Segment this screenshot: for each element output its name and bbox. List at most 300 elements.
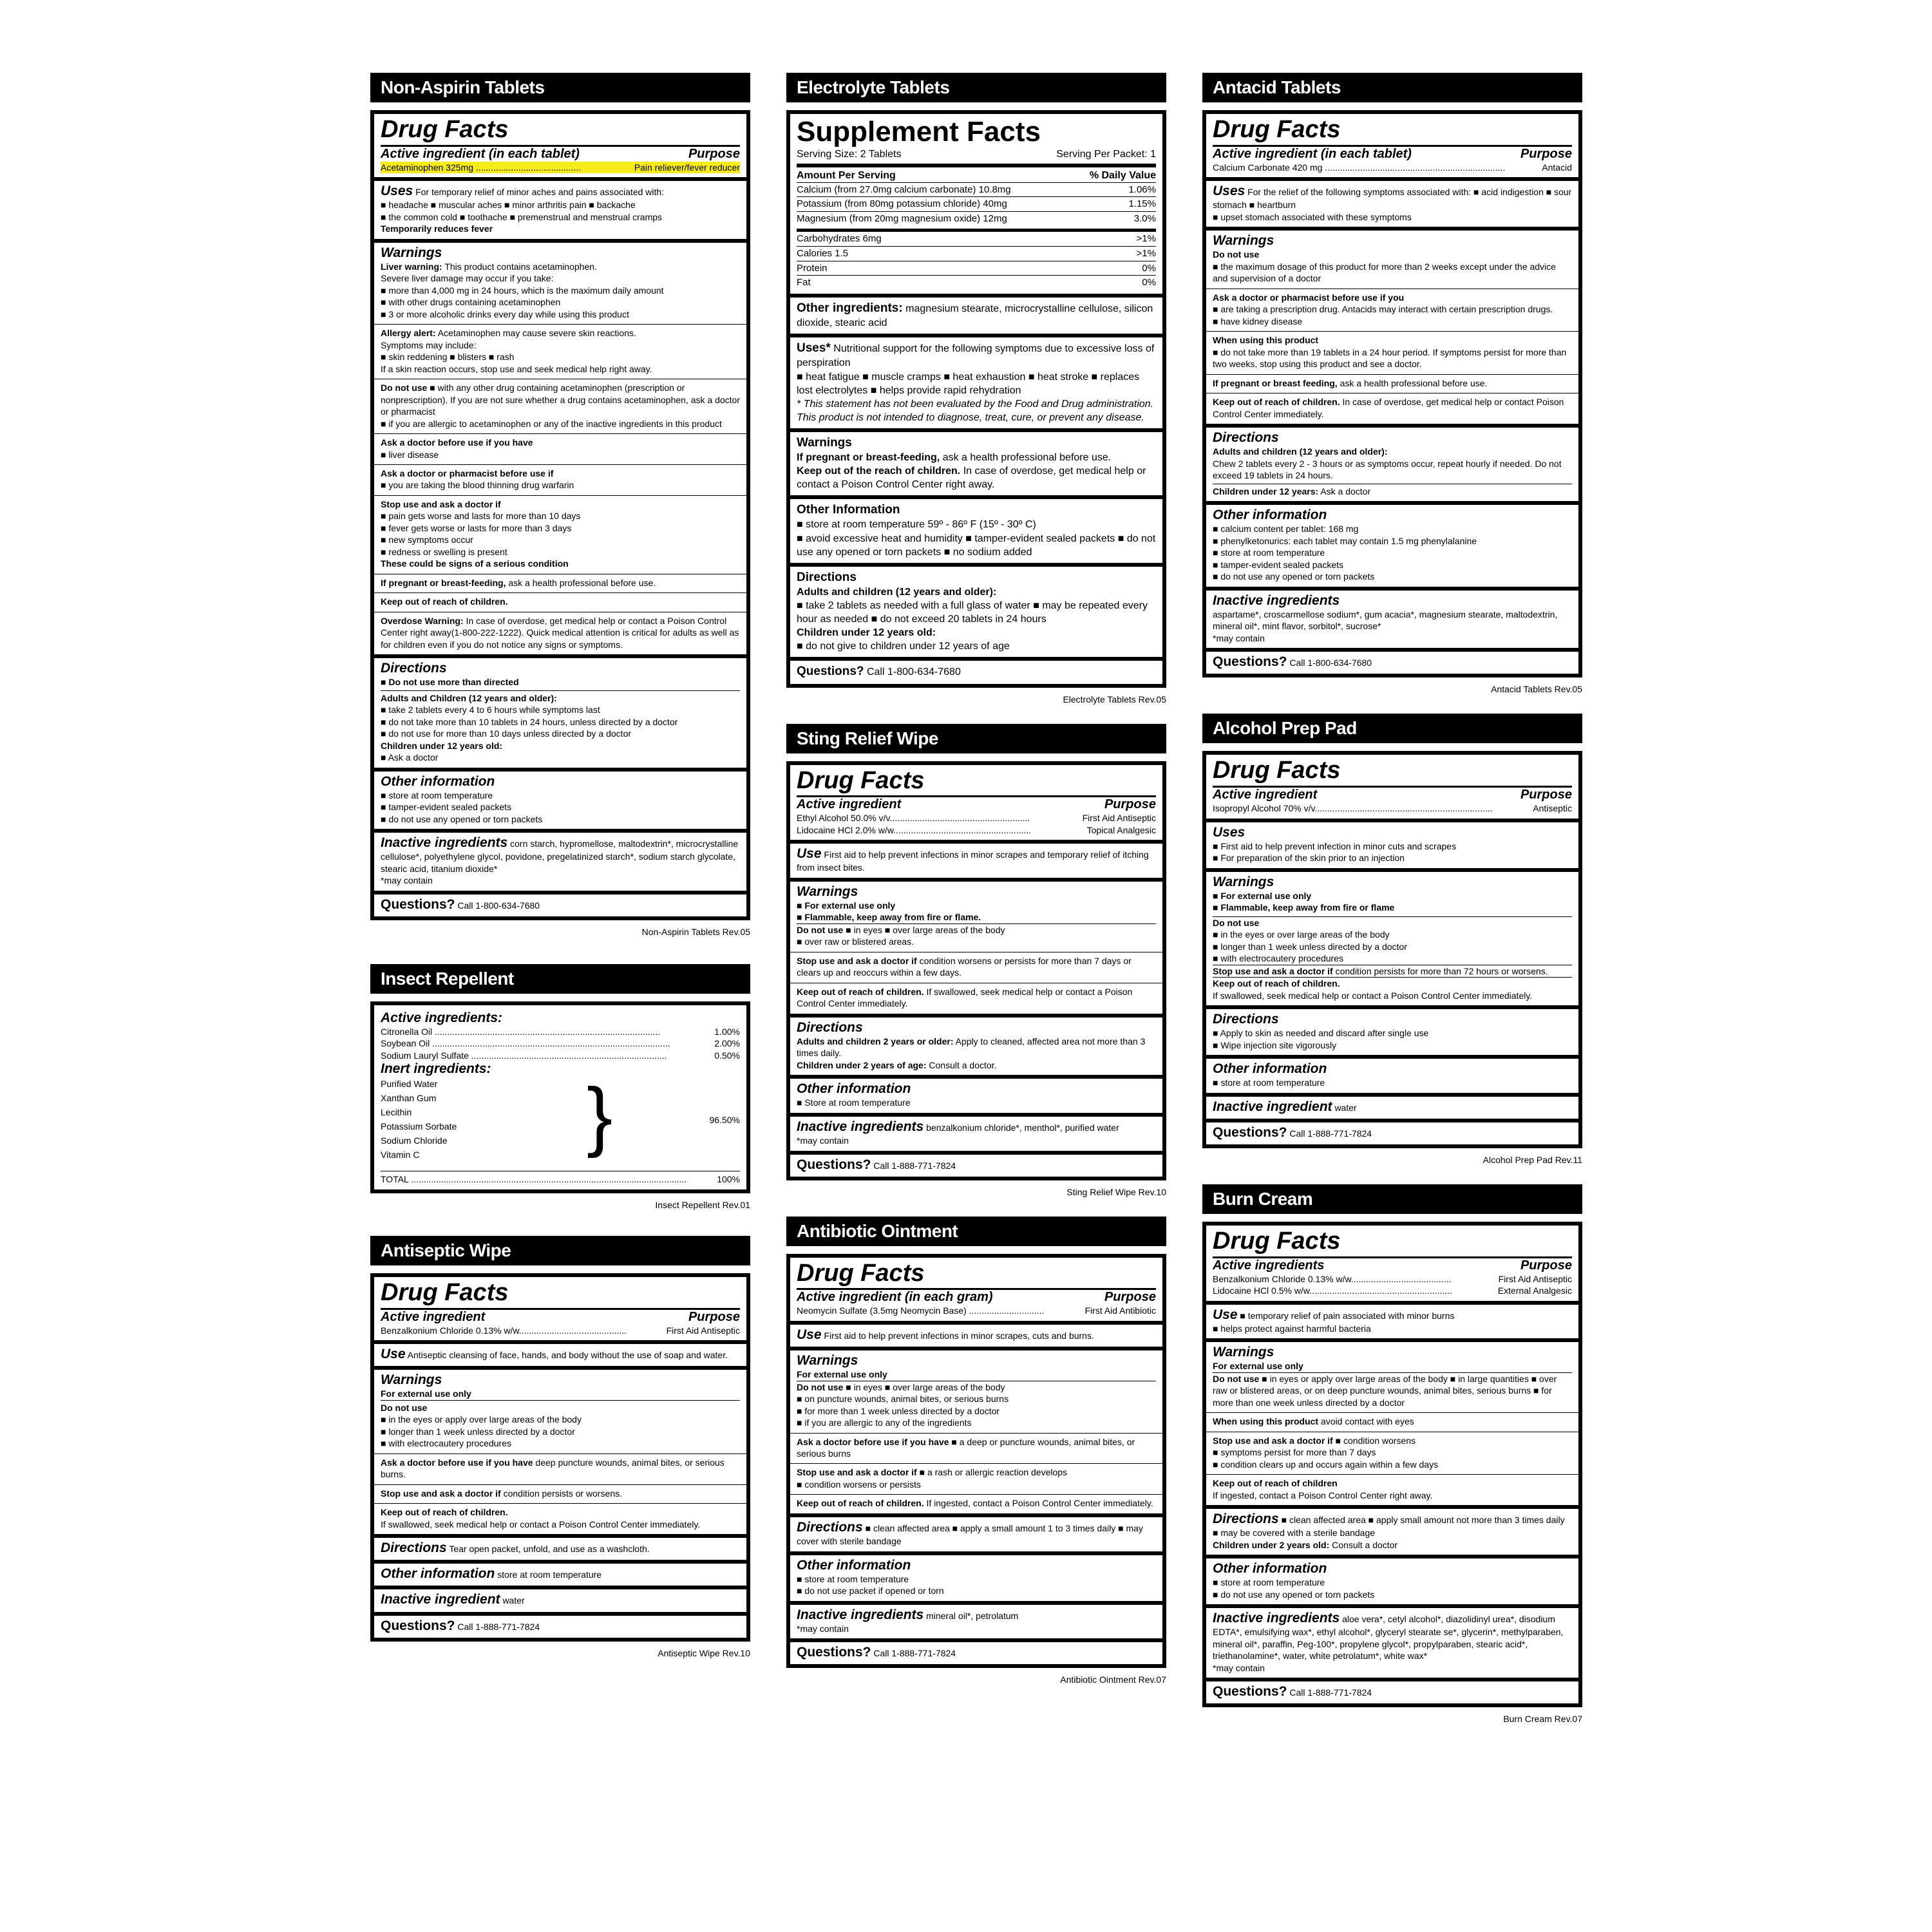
text: Severe liver damage may occur if you take: xyxy=(381,273,554,284)
inert-ingredient: Lecithin xyxy=(381,1107,412,1118)
text: ■ calcium content per tablet: 168 mg xyxy=(1213,524,1359,535)
active-ingredient-header: Active ingredient (in each tablet) xyxy=(381,146,580,161)
text: ■ symptoms persist for more than 7 days xyxy=(1213,1447,1376,1458)
ingredient-purpose: First Aid Antiseptic xyxy=(1498,1273,1572,1284)
questions-section xyxy=(790,1151,1162,1177)
text: water xyxy=(1334,1102,1357,1113)
text: ask a health professional before use. xyxy=(1337,377,1488,388)
text: ■ For external use only xyxy=(1213,890,1312,901)
text: This product contains acetaminophen. xyxy=(442,261,597,272)
inactive-ingredients-section xyxy=(374,829,746,891)
text: Ask a doctor before use if you have xyxy=(381,437,533,448)
warnings-section xyxy=(790,428,1162,495)
text: ■ redness or swelling is present xyxy=(381,546,507,557)
text: *may contain xyxy=(381,875,433,886)
text: benzalkonium chloride*, menthol*, purified water xyxy=(926,1122,1119,1133)
text: ■ in eyes or apply over large areas of the body ■ in large quantities ■ over raw or blistered areas, or on deep puncture wounds, animal bites, serious burns ■ for more than one week unless directed by a doctor xyxy=(1213,1373,1557,1408)
text: Do not use xyxy=(381,1400,740,1414)
text: When using this product xyxy=(1213,1416,1319,1427)
text: Children under 2 years of age: xyxy=(797,1059,927,1070)
section-header: Inactive ingredients xyxy=(797,1119,924,1134)
text: *may contain xyxy=(797,1135,849,1146)
daily-value: >1% xyxy=(1088,246,1156,261)
text: ■ do not take more than 19 tablets in a 24 hour period. If symptoms persist for more than two weeks, stop using this product and see a doctor. xyxy=(1213,346,1567,370)
section-header: Other information xyxy=(1213,507,1327,523)
text: If swallowed, seek medical help or contact a Poison Control Center immediately. xyxy=(797,986,1133,1009)
text: ■ for more than 1 week unless directed by a doctor xyxy=(797,1405,1000,1416)
text: ■ do not give to children under 12 years of age xyxy=(797,641,1010,652)
text: When using this product xyxy=(1213,335,1319,346)
text: ■ store at room temperature xyxy=(381,790,493,800)
text: condition worsens or persists for more than 7 days or clears up and reoccurs within a few days. xyxy=(797,955,1132,978)
ingredient-name: Lidocaine HCl 0.5% w/w......................................................... xyxy=(1213,1285,1452,1296)
text: ■ in the eyes or over large areas of the body xyxy=(1213,929,1390,940)
text: ■ do not use for more than 10 days unless directed by a doctor xyxy=(381,728,632,739)
section-header: Uses xyxy=(1213,184,1245,199)
text: Adults and Children (12 years and older): xyxy=(381,690,740,704)
text: Allergy alert: xyxy=(381,328,436,339)
section-header: Questions? xyxy=(381,896,455,912)
nutrient-row xyxy=(797,212,1156,226)
text: ■ fever gets worse or lasts for more than 3 days xyxy=(381,522,572,533)
directions-section xyxy=(790,1513,1162,1551)
ask-doctor xyxy=(790,1433,1162,1464)
purpose-header: Purpose xyxy=(1520,1258,1572,1273)
purpose-header: Purpose xyxy=(1520,146,1572,161)
text: ■ more than 4,000 mg in 24 hours, which is the maximum daily amount xyxy=(381,285,664,296)
revision-label: Non-Aspirin Tablets Rev.05 xyxy=(641,926,750,937)
revision-label: Antibiotic Ointment Rev.07 xyxy=(1060,1674,1166,1685)
purpose-header: Purpose xyxy=(1520,788,1572,802)
text: ■ in the eyes or apply over large areas of the body xyxy=(381,1414,582,1425)
section-header: Questions? xyxy=(1213,654,1287,670)
nutrient-table xyxy=(797,182,1156,226)
pregnancy-warning xyxy=(374,574,746,592)
text: ■ clean affected area ■ apply small amount not more than 3 times daily ■ may be covered with a sterile bandage xyxy=(1213,1515,1565,1539)
label-alcohol-prep-pad xyxy=(1202,714,1582,1165)
directions-section xyxy=(374,1534,746,1560)
text: ■ do not take more than 10 tablets in 24 hours, unless directed by a doctor xyxy=(381,716,678,727)
text: ■ if you are allergic to acetaminophen or any of the inactive ingredients in this product xyxy=(381,418,722,429)
text: ■ headache ■ muscular aches ■ minor arthritis pain ■ backache xyxy=(381,200,636,211)
nutrient-row xyxy=(797,197,1156,212)
section-header: Other information xyxy=(381,773,495,789)
ingredient-purpose: Topical Analgesic xyxy=(1086,824,1156,835)
text: Adults and children 2 years or older: xyxy=(797,1036,954,1046)
text: ■ store at room temperature xyxy=(1213,1577,1325,1588)
nutrient-name: Fat xyxy=(797,276,1088,290)
nutrient-name: Calcium (from 27.0mg calcium carbonate) 10.8mg xyxy=(797,182,1115,197)
text: Children under 2 years old: xyxy=(1213,1539,1330,1550)
total-value: 100% xyxy=(717,1174,740,1185)
text: Stop use and ask a doctor if xyxy=(797,955,917,966)
daily-value-header: % Daily Value xyxy=(1089,169,1156,181)
ingredient-purpose: Pain reliever/fever reducer xyxy=(634,162,740,173)
text: Do not use xyxy=(1213,916,1572,929)
pregnancy-warning xyxy=(1206,374,1578,393)
text: In case of overdose, get medical help or contact Poison Control Center immediately. xyxy=(1213,397,1564,419)
keep-out-of-reach xyxy=(1206,1474,1578,1505)
section-header: Uses xyxy=(1213,824,1245,840)
text: ■ skin reddening ■ blisters ■ rash xyxy=(381,352,515,363)
section-header: Active ingredients: xyxy=(381,1010,503,1025)
nutrient-name: Calories 1.5 xyxy=(797,246,1088,261)
ingredient-name: Benzalkonium Chloride 0.13% w/w........................................ xyxy=(1213,1273,1452,1284)
supplement-facts-panel xyxy=(786,110,1166,688)
panel-heading: Drug Facts xyxy=(797,1260,1156,1291)
uses-section xyxy=(790,334,1162,428)
text: ■ condition worsens xyxy=(1332,1435,1416,1446)
inactive-ingredient-section xyxy=(1206,1093,1578,1119)
text: ■ longer than 1 week unless directed by a doctor xyxy=(1213,941,1407,952)
ingredient-name: Ethyl Alcohol 50.0% v/v........................................................ xyxy=(797,813,1030,824)
nutrient-name: Carbohydrates 6mg xyxy=(797,231,1088,247)
use-section xyxy=(790,1321,1162,1347)
phone-number: Call 1-800-634-7680 xyxy=(1289,658,1372,668)
section-header: Questions? xyxy=(797,1645,871,1660)
text: ■ you are taking the blood thinning drug warfarin xyxy=(381,480,574,491)
text: ■ store at room temperature xyxy=(797,1573,909,1584)
section-header: Directions xyxy=(1213,1511,1279,1527)
warnings-section xyxy=(1206,1338,1578,1412)
daily-value: 1.06% xyxy=(1115,182,1156,197)
ingredient-percent: 2.00% xyxy=(714,1038,740,1049)
ask-doctor xyxy=(1206,289,1578,331)
text: ■ Ask a doctor xyxy=(381,752,439,763)
text: ■ upset stomach associated with these symptoms xyxy=(1213,211,1412,222)
text: Keep out of reach of children. xyxy=(797,1498,924,1509)
use-section xyxy=(374,1340,746,1366)
other-info-section xyxy=(1206,1555,1578,1604)
text: Keep out of reach of children. xyxy=(1213,397,1340,408)
text: For external use only xyxy=(797,1369,887,1380)
warnings-section xyxy=(1206,868,1578,1005)
text: ■ liver disease xyxy=(381,449,439,460)
ingredient-name: Neomycin Sulfate (3.5mg Neomycin Base) .............................. xyxy=(797,1305,1045,1316)
text: If pregnant or breast-feeding, xyxy=(381,577,506,588)
text: Ask a doctor xyxy=(1318,486,1371,497)
drug-facts-panel xyxy=(1202,110,1582,677)
active-ingredient-header: Active ingredient (in each gram) xyxy=(797,1290,993,1305)
panel-heading: Drug Facts xyxy=(797,768,1156,798)
text: ■ Store at room temperature xyxy=(797,1097,911,1108)
ask-doctor xyxy=(374,1454,746,1484)
nutrient-row xyxy=(797,261,1156,276)
text: Chew 2 tablets every 2 - 3 hours or as symptoms occur, repeat hourly if needed. Do not exceed 19 tablets in 24 hours. xyxy=(1213,458,1562,481)
text: Ask a doctor before use if you have xyxy=(797,1436,949,1447)
other-info-section xyxy=(1206,1055,1578,1093)
drug-facts-panel xyxy=(370,1273,750,1642)
other-info-section xyxy=(790,1551,1162,1601)
active-ingredient-header: Active ingredient xyxy=(381,1309,486,1324)
section-header: Other Information xyxy=(797,503,900,517)
text: ■ helps protect against harmful bacteria xyxy=(1213,1323,1371,1334)
directions-section xyxy=(790,563,1162,658)
label-title: Electrolyte Tablets xyxy=(786,73,1166,102)
directions-section xyxy=(1206,1505,1578,1555)
section-header: Directions xyxy=(797,1519,863,1535)
other-info-section xyxy=(790,1075,1162,1113)
text: *may contain xyxy=(797,1623,849,1634)
section-header: Questions? xyxy=(381,1618,455,1633)
text: ■ pain gets worse and lasts for more than 10 days xyxy=(381,511,581,522)
text: Ask a doctor before use if you have xyxy=(381,1457,533,1468)
section-header: Other information xyxy=(1213,1061,1327,1077)
text: First aid to help prevent infections in minor scrapes, cuts and burns. xyxy=(824,1330,1094,1341)
text: Do not use xyxy=(381,383,428,393)
inactive-ingredients-section xyxy=(1206,1604,1578,1678)
active-ingredient-header: Active ingredients xyxy=(1213,1258,1325,1273)
column-middle xyxy=(786,73,1166,1685)
section-header: Use xyxy=(1213,1307,1238,1322)
section-header: Inactive ingredients xyxy=(797,1607,924,1622)
text: aloe vera*, cetyl alcohol*, diazolidinyl urea*, disodium EDTA*, emulsifying wax*, ethyl alcohol*, glyceryl stearate se*, glycerin*, methylparaben, mineral oil*, paraffin, Peg-100*, propylene glycol*, propylparaben, stearic acid*, triethanolamine*, water, white petrolatum*, white wax* xyxy=(1213,1614,1564,1662)
text: Overdose Warning: xyxy=(381,615,464,626)
section-header: Warnings xyxy=(381,1372,442,1388)
label-title: Antacid Tablets xyxy=(1202,73,1582,102)
uses-section xyxy=(374,177,746,239)
section-header: Questions? xyxy=(1213,1684,1287,1700)
inert-percent: 96.50% xyxy=(709,1115,740,1126)
text: aspartame*, croscarmellose sodium*, gum acacia*, magnesium stearate, maltodextrin, mineral oil*, mint flavor, sorbitol*, sucrose* xyxy=(1213,609,1558,632)
other-info-section xyxy=(1206,501,1578,586)
text: ■ For external use only xyxy=(797,900,896,911)
text: ■ condition clears up and occurs again within a few days xyxy=(1213,1459,1439,1470)
stop-use xyxy=(1206,1432,1578,1474)
inert-ingredient: Vitamin C xyxy=(381,1150,420,1160)
ingredient-purpose: Antiseptic xyxy=(1533,803,1572,814)
text: Consult a doctor xyxy=(1329,1539,1398,1550)
ask-doctor xyxy=(374,433,746,464)
text: ■ on puncture wounds, animal bites, or serious burns xyxy=(797,1394,1009,1405)
section-header: Inactive ingredients xyxy=(1213,592,1340,608)
text: Keep out of reach of children. xyxy=(797,986,924,997)
text: ■ new symptoms occur xyxy=(381,535,473,545)
text: ■ do not use any opened or torn packets xyxy=(1213,571,1375,582)
section-header: Warnings xyxy=(797,884,858,899)
use-section xyxy=(1206,1301,1578,1339)
panel-heading: Drug Facts xyxy=(1213,757,1572,788)
label-antibiotic-ointment xyxy=(786,1217,1166,1685)
text: These could be signs of a serious condition xyxy=(381,558,569,569)
revision-label: Electrolyte Tablets Rev.05 xyxy=(1063,694,1166,705)
text: magnesium stearate, microcrystalline cellulose, silicon dioxide, stearic acid xyxy=(797,303,1153,329)
ingredient-purpose: First Aid Antibiotic xyxy=(1084,1305,1156,1316)
text: Keep out of the reach of children. xyxy=(797,466,961,477)
text: Do not use xyxy=(1213,1373,1260,1384)
text: Do not use xyxy=(1213,249,1260,260)
warnings-section xyxy=(374,239,746,324)
text: Antiseptic cleansing of face, hands, and body without the use of soap and water. xyxy=(407,1350,728,1361)
text: ■ Flammable, keep away from fire or flame. xyxy=(797,912,981,923)
text: ■ a deep or puncture wounds, animal bites, or serious burns xyxy=(797,1436,1135,1459)
uses-section xyxy=(1206,819,1578,868)
text: condition persists for more than 72 hours or worsens. xyxy=(1332,965,1548,976)
when-using xyxy=(1206,331,1578,374)
text: ■ with electrocautery procedures xyxy=(1213,953,1343,964)
ingredient-name: Soybean Oil ............................................................................................... xyxy=(381,1038,670,1049)
phone-number: Call 1-888-771-7824 xyxy=(873,1648,956,1659)
allergy-alert xyxy=(374,324,746,379)
section-header: Other ingredients: xyxy=(797,301,903,316)
text: Keep out of reach of children. xyxy=(381,1507,508,1518)
nutrient-name: Magnesium (from 20mg magnesium oxide) 12mg xyxy=(797,212,1115,226)
ingredient-purpose: First Aid Antiseptic xyxy=(666,1325,740,1336)
questions-section xyxy=(1206,1119,1578,1144)
other-info-section xyxy=(374,1560,746,1586)
questions-section xyxy=(790,657,1162,683)
text: Tear open packet, unfold, and use as a washcloth. xyxy=(449,1544,650,1555)
drug-facts-panel xyxy=(370,110,750,920)
text: Liver warning: xyxy=(381,261,442,272)
text: ■ do not use packet if opened or torn xyxy=(797,1586,944,1596)
section-header: Directions xyxy=(381,661,447,676)
text: ■ with electrocautery procedures xyxy=(381,1438,511,1449)
text: ■ over raw or blistered areas. xyxy=(797,936,914,947)
section-header: Inactive ingredients xyxy=(381,835,508,851)
keep-out-of-reach xyxy=(790,1494,1162,1513)
text: In case of overdose, get medical help or contact a Poison Control Center right away. xyxy=(797,466,1146,491)
other-info-section xyxy=(374,768,746,829)
text: If a skin reaction occurs, stop use and seek medical help right away. xyxy=(381,363,652,374)
section-header: Other information xyxy=(381,1566,495,1582)
questions-section xyxy=(374,1612,746,1638)
questions-section xyxy=(374,891,746,916)
section-header: Warnings xyxy=(381,245,442,260)
inert-ingredient: Potassium Sorbate xyxy=(381,1121,457,1132)
brace-symbol: } xyxy=(587,1072,613,1159)
section-header: Questions? xyxy=(1213,1124,1287,1140)
amount-header: Amount Per Serving xyxy=(797,169,896,181)
daily-value: 0% xyxy=(1088,261,1156,276)
daily-value: 0% xyxy=(1088,276,1156,290)
text: Ask a doctor or pharmacist before use if xyxy=(381,468,554,478)
active-ingredient-header: Active ingredient xyxy=(1213,788,1318,802)
text: Do not use xyxy=(797,1381,844,1392)
phone-number: Call 1-888-771-7824 xyxy=(457,1621,540,1632)
other-ingredients xyxy=(790,294,1162,334)
section-header: Directions xyxy=(797,570,857,584)
text: ■ tamper-evident sealed packets xyxy=(381,802,512,813)
text: Apply to cleaned, affected area not more than 3 times daily. xyxy=(797,1036,1146,1059)
section-header: Inactive ingredient xyxy=(1213,1099,1332,1114)
ingredient-name: Isopropyl Alcohol 70% v/v....................................................................... xyxy=(1213,803,1493,814)
phone-number: Call 1-888-771-7824 xyxy=(873,1160,956,1171)
directions-section xyxy=(790,1014,1162,1075)
fda-disclaimer: * This statement has not been evaluated by the Food and Drug administration. This product is not intended to diagnose, treat, cure, or prevent any disease. xyxy=(797,398,1154,423)
text: For external use only xyxy=(1213,1361,1303,1372)
label-antiseptic-wipe xyxy=(370,1236,750,1658)
stop-use xyxy=(790,952,1162,983)
directions-section xyxy=(1206,1005,1578,1055)
text: ■ with any other drug containing acetaminophen (prescription or nonprescription). If you are not sure whether a drug contains acetaminophen, ask a doctor or pharmacist xyxy=(381,383,740,417)
section-header: Warnings xyxy=(1213,233,1274,249)
text: Do not use xyxy=(797,924,844,935)
text: If swallowed, seek medical help or contact a Poison Control Center immediately. xyxy=(381,1519,701,1530)
text: ■ take 2 tablets as needed with a full glass of water ■ may be repeated every hour as needed ■ do not exceed 20 tablets in 24 hours xyxy=(797,600,1148,625)
warnings-section xyxy=(1206,227,1578,289)
keep-out-of-reach xyxy=(374,1503,746,1534)
text: Keep out of reach of children. xyxy=(1213,977,1572,989)
text: If pregnant or breast feeding, xyxy=(1213,377,1338,388)
text: ■ have kidney disease xyxy=(1213,316,1303,327)
text: water xyxy=(502,1595,525,1606)
text: ■ a rash or allergic reaction develops xyxy=(916,1467,1068,1478)
text: Stop use and ask a doctor if xyxy=(1213,965,1333,976)
text: corn starch, hypromellose, maltodextrin*, microcrystalline cellulose*, polyethylene glycol, povidone, pregelatinized starch*, sodium starch glycolate, stearic acid, titanium dioxide* xyxy=(381,838,739,874)
text: If swallowed, seek medical help or contact a Poison Control Center immediately. xyxy=(1213,990,1533,1001)
text: ■ Wipe injection site vigorously xyxy=(1213,1039,1337,1050)
ingredient-name: Citronella Oil .......................................................................................... xyxy=(381,1026,661,1037)
label-title: Antiseptic Wipe xyxy=(370,1236,750,1265)
section-header: Directions xyxy=(381,1540,447,1556)
text: ■ Flammable, keep away from fire or flame xyxy=(1213,902,1395,913)
text: deep puncture wounds, animal bites, or serious burns. xyxy=(381,1457,724,1480)
panel-heading: Drug Facts xyxy=(1213,1228,1572,1258)
questions-section xyxy=(1206,1678,1578,1703)
text: *may contain xyxy=(1213,1662,1265,1673)
text: Stop use and ask a doctor if xyxy=(381,1488,501,1499)
panel-heading: Supplement Facts xyxy=(797,116,1041,147)
text: ■ do not use any opened or torn packets xyxy=(1213,1589,1375,1600)
text: Stop use and ask a doctor if xyxy=(797,1467,917,1478)
text: ■ condition worsens or persists xyxy=(797,1479,921,1490)
inactive-ingredient-section xyxy=(374,1586,746,1611)
text: Temporarily reduces fever xyxy=(381,223,493,234)
text: Ask a doctor or pharmacist before use if you xyxy=(1213,292,1405,303)
label-title: Sting Relief Wipe xyxy=(786,724,1166,753)
text: condition persists or worsens. xyxy=(500,1488,623,1499)
text: Consult a doctor. xyxy=(926,1059,997,1070)
section-header: Inert ingredients: xyxy=(381,1061,491,1077)
phone-number: Call 1-800-634-7680 xyxy=(457,900,540,911)
text: Adults and children (12 years and older): xyxy=(797,586,997,598)
text: ■ store at room temperature xyxy=(1213,547,1325,558)
text: In case of overdose, get medical help or contact a Poison Control Center right away(1-800-222-1222). Quick medical attention is critical for adults as well as for children even if you do not notice any signs or symptoms. xyxy=(381,615,739,650)
text: Children under 12 years: xyxy=(1213,486,1319,497)
keep-out-of-reach xyxy=(790,983,1162,1014)
serving-size: Serving Size: 2 Tablets xyxy=(797,149,902,160)
nutrient-row xyxy=(797,231,1156,247)
ingredient-purpose: Antacid xyxy=(1542,162,1572,173)
warnings-section xyxy=(790,878,1162,952)
ingredient-percent: 0.50% xyxy=(714,1050,740,1061)
stop-use xyxy=(374,495,746,574)
text: ■ Do not use more than directed xyxy=(381,677,519,688)
total-label: TOTAL .............................................................................................................. xyxy=(381,1174,687,1185)
active-ingredient-header: Active ingredient xyxy=(797,797,902,812)
other-info-section xyxy=(790,495,1162,562)
directions-section xyxy=(1206,424,1578,501)
keep-out-of-reach xyxy=(1206,393,1578,424)
section-header: Warnings xyxy=(1213,874,1274,889)
label-title: Insect Repellent xyxy=(370,964,750,994)
text: Keep out of reach of children xyxy=(1213,1478,1338,1489)
label-title: Non-Aspirin Tablets xyxy=(370,73,750,102)
purpose-header: Purpose xyxy=(1104,797,1156,812)
uses-section xyxy=(1206,177,1578,227)
purpose-header: Purpose xyxy=(688,146,740,161)
section-header: Uses* xyxy=(797,341,831,355)
label-sting-relief-wipe xyxy=(786,724,1166,1197)
purpose-header: Purpose xyxy=(1104,1290,1156,1305)
panel-heading: Drug Facts xyxy=(1213,117,1572,147)
section-header: Warnings xyxy=(1213,1345,1274,1360)
section-header: Other information xyxy=(797,1557,911,1573)
questions-section xyxy=(790,1638,1162,1664)
section-header: Directions xyxy=(797,1019,863,1035)
section-header: Questions? xyxy=(797,1157,871,1172)
